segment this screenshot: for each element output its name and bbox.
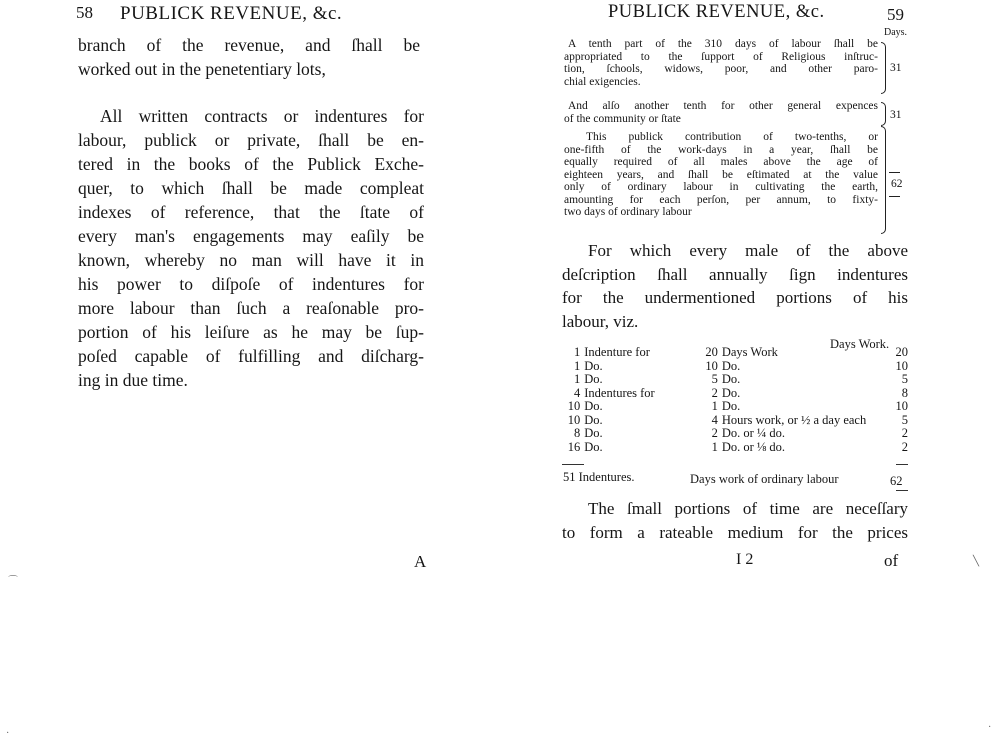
brace (881, 126, 886, 234)
running-head-left: PUBLICK REVENUE, &c. (120, 3, 343, 24)
table-cell-days: 10 (895, 399, 908, 413)
days-column-label: Days. (884, 27, 908, 38)
table-cell-days: 8 (901, 385, 908, 400)
text-line: his power to diſpoſe of indentures for (78, 274, 424, 294)
total-indentures: 51 Indentures. (563, 470, 635, 484)
table-cell-count: 1 (574, 372, 581, 386)
table-cell-unit: Do. (584, 399, 603, 413)
table-cell-term: Days Work (721, 345, 778, 359)
table-cell-unit: Indenture for (584, 345, 650, 359)
indenture-schedule (560, 346, 908, 454)
table-cell-qty: 5 (711, 372, 718, 386)
scan-speck: ⌒ (8, 576, 18, 587)
table-cell-qty: 1 (711, 439, 718, 454)
days-value: 62 (891, 178, 903, 190)
table-cell-unit: Indentures for (584, 385, 655, 400)
text-line: one-fifth of the work-days in a year, ſhall be (564, 143, 878, 156)
table-cell-unit: Do. (584, 426, 603, 440)
text-line: of the community or ſtate (564, 112, 681, 125)
table-cell-days: 5 (901, 412, 908, 427)
text-line: A tenth part of the 310 days of labour ſhall be (568, 38, 878, 50)
table-cell-unit: Do. (584, 372, 603, 386)
table-header-days-work: Days Work. (830, 337, 890, 351)
table-row (560, 427, 908, 441)
text-line: This publick contribution of two-tenths, or (586, 131, 878, 143)
text-line: And alſo another tenth for other general expences (568, 100, 878, 112)
table-cell-qty: 2 (711, 426, 718, 440)
table-cell-days: 2 (901, 426, 908, 440)
text-line: ing in due time. (78, 370, 188, 390)
days-value: 31 (890, 62, 902, 74)
table-cell-count: 4 (574, 385, 581, 400)
text-line: known, whereby no man will have it in (78, 250, 424, 270)
text-line: labour, viz. (562, 311, 639, 331)
paragraph-for-which (562, 239, 908, 333)
sum-rule (896, 464, 908, 465)
text-line: For which every male of the above (588, 241, 908, 260)
table-row (560, 360, 908, 374)
page-number-right: 59 (887, 5, 904, 24)
table-cell-qty: 1 (711, 399, 718, 413)
running-head-right: PUBLICK REVENUE, &c. (608, 2, 825, 22)
table-row (560, 414, 908, 428)
text-line: poſed capable of fulfilling and diſcharg- (78, 346, 424, 366)
table-cell-term: Hours work, or ½ a day each (721, 412, 867, 427)
page-number-left: 58 (76, 3, 93, 22)
table-cell-term: Do. (721, 399, 741, 413)
table-cell-unit: Do. (584, 439, 603, 454)
sum-rule (562, 464, 584, 465)
text-line: two days of ordinary labour (564, 206, 692, 218)
table-cell-count: 1 (574, 345, 581, 359)
table-row (560, 346, 908, 360)
table-cell-term: Do. or ⅛ do. (721, 439, 786, 454)
table-row (560, 400, 908, 414)
catchword: of (884, 551, 899, 570)
table-cell-days: 10 (895, 358, 908, 373)
text-line: more labour than ſuch a reaſonable pro- (78, 298, 424, 318)
text-line: branch of the revenue, and ſhall be (78, 35, 420, 55)
table-cell-count: 10 (567, 399, 581, 413)
signature-mark-right: I 2 (736, 551, 754, 568)
table-cell-days: 2 (901, 439, 908, 454)
text-line: only of ordinary labour in cultivating the earth, (564, 181, 878, 193)
table-row (560, 441, 908, 455)
table-cell-count: 10 (567, 412, 581, 427)
right-page (500, 0, 1000, 747)
text-line: portion of his leiſure as he may be ſup- (78, 322, 424, 342)
text-line: indexes of reference, that the ſtate of (78, 202, 424, 222)
note-religious-instruction (564, 38, 878, 88)
note-general-expences (564, 100, 878, 125)
table-cell-qty: 20 (705, 345, 718, 359)
brace (881, 42, 886, 94)
table-cell-qty: 10 (705, 358, 718, 373)
text-line: every man's engagements may eaſily be (78, 226, 424, 246)
text-line: tered in the books of the Publick Exche- (78, 154, 424, 174)
scan-speck: · (6, 728, 10, 739)
signature-mark-left: A (414, 552, 427, 571)
dash-rule (889, 196, 900, 197)
text-line: quer, to which ſhall be made compleat (78, 178, 424, 198)
table-cell-qty: 4 (711, 412, 718, 427)
text-line: amounting for each perſon, per annum, to fixty- (564, 193, 878, 206)
table-cell-unit: Do. (584, 412, 603, 427)
text-line: equally required of all males above the age of (564, 156, 878, 168)
table-row (560, 373, 908, 387)
table-cell-count: 16 (567, 439, 581, 454)
dash-rule (889, 172, 900, 173)
schedule-body (560, 346, 908, 454)
table-cell-unit: Do. (584, 358, 603, 373)
brace (881, 102, 886, 126)
table-row (560, 387, 908, 401)
table-cell-term: Do. (721, 385, 741, 400)
scan-speck: · (988, 722, 992, 733)
table-cell-days: 20 (895, 345, 908, 359)
sum-rule (896, 490, 908, 491)
total-label: Days work of ordinary labour (690, 472, 839, 486)
text-line: to form a rateable medium for the prices (562, 522, 908, 542)
text-line: for the undermentioned portions of his (562, 288, 908, 307)
days-value: 31 (890, 109, 902, 121)
text-line: labour, publick or private, ſhall be en- (78, 130, 424, 150)
table-cell-days: 5 (901, 372, 908, 386)
text-line: The ſmall portions of time are neceſſary (588, 499, 908, 518)
text-line: deſcription ſhall annually ſign indentures (562, 264, 908, 284)
paragraph-continuation (78, 33, 420, 81)
text-line: tion, ſchools, widows, poor, and other paro- (564, 63, 878, 75)
table-cell-term: Do. or ¼ do. (721, 426, 786, 440)
text-line: chial exigencies. (564, 75, 641, 88)
table-cell-count: 8 (574, 426, 581, 440)
paragraph-indentures (78, 104, 424, 392)
text-line: appropriated to the ſupport of Religious inſtruc- (564, 50, 878, 63)
text-line: worked out in the penetentiary lots, (78, 59, 326, 79)
table-cell-count: 1 (574, 358, 581, 373)
paragraph-small-portions (562, 497, 908, 544)
note-publick-contribution (564, 131, 878, 219)
table-cell-qty: 2 (711, 385, 718, 400)
text-line: eighteen years, and ſhall be eſtimated at the value (564, 168, 878, 181)
total-days: 62 (890, 474, 903, 488)
table-cell-term: Do. (721, 372, 741, 386)
scan-speck: ╲ (973, 556, 980, 567)
text-line: All written contracts or indentures for (100, 106, 424, 126)
table-cell-term: Do. (721, 358, 741, 373)
